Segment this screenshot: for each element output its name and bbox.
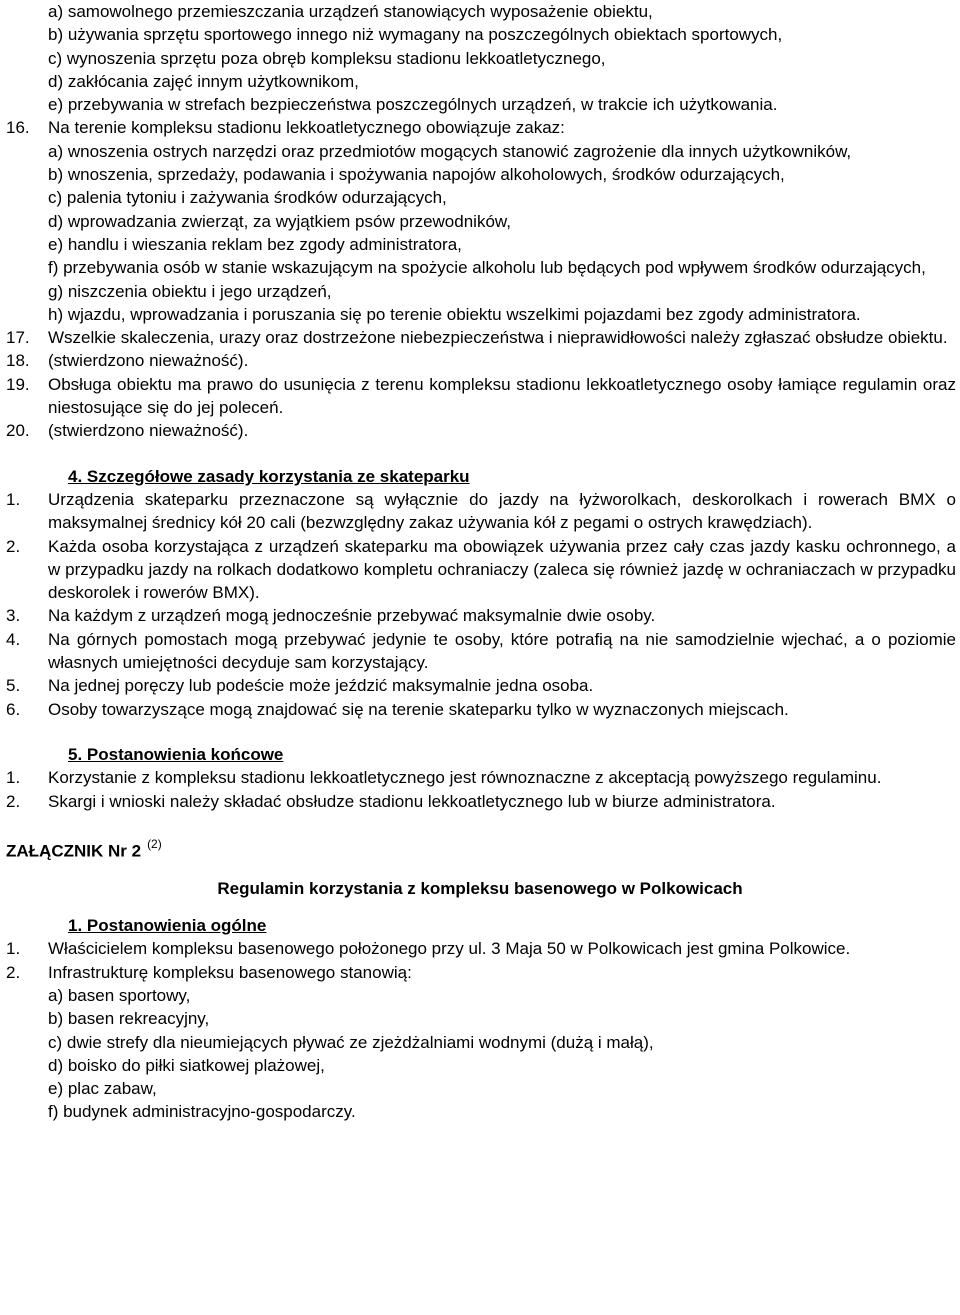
continued-list bbox=[4, 0, 956, 116]
item-text: Osoby towarzyszące mogą znajdować się na terenie skateparku tylko w wyznaczonych miejscach. bbox=[48, 699, 789, 719]
list-item: e) handlu i wieszania reklam bez zgody administratora, bbox=[48, 234, 462, 254]
paragraph-text: (stwierdzono nieważność). bbox=[48, 421, 249, 441]
item-number: 1. bbox=[6, 768, 21, 788]
item-number: 3. bbox=[6, 606, 21, 626]
item-number: 5. bbox=[6, 676, 21, 696]
item-text: Urządzenia skateparku przeznaczone są wyłącznie do jazdy na łyżworolkach, deskorolkach i rowerach BMX o maksymalnej średnicy kół 20 cali (bezwzględny zakaz używania kół z pegami o ostrych krawędziach). bbox=[48, 489, 956, 533]
list-item bbox=[4, 488, 956, 535]
list-item: c) wynoszenia sprzętu poza obręb kompleksu stadionu lekkoatletycznego, bbox=[48, 48, 606, 68]
list-item bbox=[4, 628, 956, 675]
item-text: Korzystanie z kompleksu stadionu lekkoatletycznego jest równoznaczne z akceptacją powyższego regulaminu. bbox=[48, 768, 882, 788]
section-heading: 1. Postanowienia ogólne bbox=[68, 916, 267, 936]
list-item: a) samowolnego przemieszczania urządzeń stanowiących wyposażenie obiektu, bbox=[48, 2, 653, 21]
section-1-list bbox=[4, 937, 956, 1123]
list-item bbox=[4, 790, 956, 813]
item-number: 1. bbox=[6, 489, 21, 509]
list-item: b) basen rekreacyjny, bbox=[48, 1009, 210, 1029]
list-item: e) przebywania w strefach bezpieczeństwa poszczególnych urządzeń, w trakcie ich użytkowania. bbox=[48, 95, 778, 115]
list-item: f) budynek administracyjno-gospodarczy. bbox=[48, 1102, 356, 1122]
list-item bbox=[4, 961, 956, 984]
paragraph-17 bbox=[4, 326, 956, 349]
paragraph-number: 17. bbox=[6, 328, 30, 348]
list-item: h) wjazdu, wprowadzania i poruszania się po terenie obiektu wszelkimi pojazdami bez zgody administratora. bbox=[48, 304, 861, 324]
paragraph-text: Na terenie kompleksu stadionu lekkoatletycznego obowiązuje zakaz: bbox=[48, 118, 565, 138]
list-item: d) zakłócania zajęć innym użytkownikom, bbox=[48, 71, 359, 91]
paragraph-number: 20. bbox=[6, 421, 30, 441]
item-number: 2. bbox=[6, 536, 21, 556]
annex-footnote-ref: (2) bbox=[147, 836, 162, 851]
item-text: Na górnych pomostach mogą przebywać jedynie te osoby, które potrafią na nie samodzielnie wjechać, a o poziomie własnych umiejętności decyduje sam korzystający. bbox=[48, 629, 956, 673]
paragraph-text: Obsługa obiektu ma prawo do usunięcia z terenu kompleksu stadionu lekkoatletycznego osoby łamiące regulamin oraz niestosujące się do jej poleceń. bbox=[48, 374, 956, 418]
item-text: Skargi i wnioski należy składać obsłudze stadionu lekkoatletycznego lub w biurze administratora. bbox=[48, 791, 776, 811]
paragraph-number: 19. bbox=[6, 374, 30, 394]
list-item: b) wnoszenia, sprzedaży, podawania i spożywania napojów alkoholowych, środków odurzających, bbox=[48, 165, 785, 185]
section-4-list bbox=[4, 488, 956, 721]
list-item bbox=[4, 766, 956, 789]
spacer bbox=[4, 863, 956, 877]
list-item bbox=[4, 698, 956, 721]
spacer bbox=[4, 813, 956, 835]
list-item: g) niszczenia obiektu i jego urządzeń, bbox=[48, 281, 332, 301]
item-text: Na jednej poręczy lub podeście może jeździć maksymalnie jedna osoba. bbox=[48, 676, 594, 696]
paragraph-18 bbox=[4, 349, 956, 372]
section-5-list bbox=[4, 766, 956, 813]
item-number: 4. bbox=[6, 629, 21, 649]
annex-title: ZAŁĄCZNIK Nr 2 bbox=[6, 841, 142, 861]
section-heading: 4. Szczegółowe zasady korzystania ze skateparku bbox=[68, 466, 470, 486]
paragraph-text: (stwierdzono nieważność). bbox=[48, 351, 249, 371]
list-item bbox=[4, 535, 956, 605]
item-number: 1. bbox=[6, 939, 21, 959]
item-text: Na każdym z urządzeń mogą jednocześnie przebywać maksymalnie dwie osoby. bbox=[48, 606, 656, 626]
list-item bbox=[4, 937, 956, 960]
item-number: 2. bbox=[6, 962, 21, 982]
list-item: e) plac zabaw, bbox=[48, 1079, 157, 1099]
list-item: d) wprowadzania zwierząt, za wyjątkiem psów przewodników, bbox=[48, 211, 511, 231]
annex-label bbox=[6, 835, 956, 863]
spacer bbox=[4, 900, 956, 914]
list-item bbox=[4, 604, 956, 627]
list-item: b) używania sprzętu sportowego innego niż wymagany na poszczególnych obiektach sportowych, bbox=[48, 25, 783, 45]
paragraph-16 bbox=[4, 116, 956, 139]
item-text: Każda osoba korzystająca z urządzeń skateparku ma obowiązek używania przez cały czas jazdy kasku ochronnego, a w przypadku jazdy na rolkach dodatkowo kompletu ochraniaczy (zaleca się również jazdę w ochraniaczach w przypadku deskorolek i rowerów BMX). bbox=[48, 536, 956, 603]
spacer bbox=[4, 721, 956, 743]
regulation-title: Regulamin korzystania z kompleksu basenowego w Polkowicach bbox=[217, 878, 743, 898]
item-text: Infrastrukturę kompleksu basenowego stanowią: bbox=[48, 962, 412, 982]
list-item: c) dwie strefy dla nieumiejących pływać ze zjeżdżalniami wodnymi (dużą i małą), bbox=[48, 1032, 654, 1052]
item-number: 6. bbox=[6, 699, 21, 719]
paragraph-number: 18. bbox=[6, 351, 30, 371]
list-item bbox=[4, 674, 956, 697]
paragraph-20 bbox=[4, 419, 956, 442]
list-item: c) palenia tytoniu i zażywania środków odurzających, bbox=[48, 188, 447, 208]
paragraph-16-list bbox=[4, 140, 956, 326]
paragraph-number: 16. bbox=[6, 118, 30, 138]
list-item: f) przebywania osób w stanie wskazującym na spożycie alkoholu lub będących pod wpływem środków odurzających, bbox=[48, 258, 926, 278]
list-item: a) wnoszenia ostrych narzędzi oraz przedmiotów mogących stanowić zagrożenie dla innych użytkowników, bbox=[48, 141, 852, 161]
item-number: 2. bbox=[6, 791, 21, 811]
paragraph-19 bbox=[4, 373, 956, 420]
item-text: Właścicielem kompleksu basenowego położonego przy ul. 3 Maja 50 w Polkowicach jest gmina Polkowice. bbox=[48, 939, 851, 959]
section-heading: 5. Postanowienia końcowe bbox=[68, 744, 284, 764]
list-item: a) basen sportowy, bbox=[48, 985, 191, 1005]
list-item: d) boisko do piłki siatkowej plażowej, bbox=[48, 1055, 325, 1075]
paragraph-text: Wszelkie skaleczenia, urazy oraz dostrzeżone niebezpieczeństwa i nieprawidłowości należy zgłaszać obsłudze obiektu. bbox=[48, 328, 948, 348]
spacer bbox=[4, 443, 956, 465]
